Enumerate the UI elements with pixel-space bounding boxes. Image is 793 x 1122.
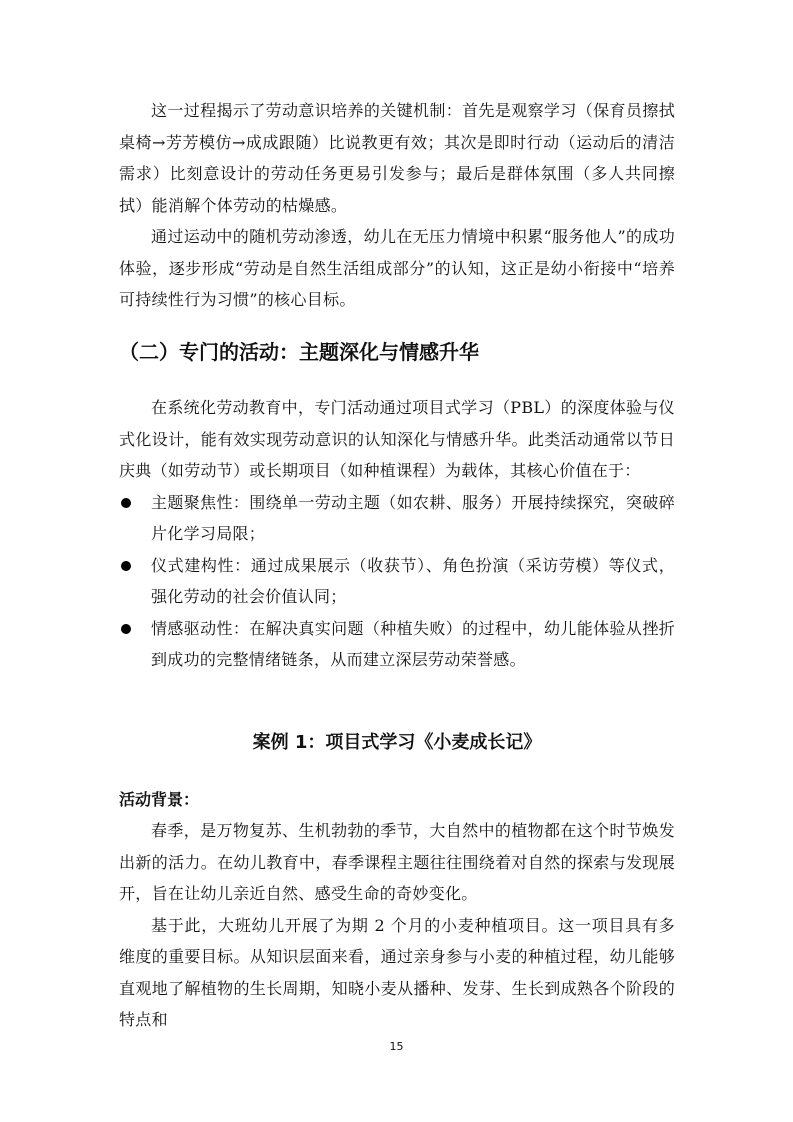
list-item bbox=[119, 550, 675, 613]
bullet-icon bbox=[121, 498, 131, 508]
list-item bbox=[119, 487, 675, 550]
paragraph: 基于此，大班幼儿开展了为期 2 个月的小麦种植项目。这一项目具有多维度的重要目标。从知识层面来看，通过亲身参与小麦的种植过程，幼儿能够直观地了解植物的生长周期，知晓小麦从播种、发芽、生长到成熟各个阶段的特点和 bbox=[119, 915, 675, 1029]
bullet-icon bbox=[121, 561, 131, 571]
intro-text bbox=[119, 392, 675, 676]
paragraph: 在系统化劳动教育中，专门活动通过项目式学习（PBL）的深度体验与仪式化设计，能有效实现劳动意识的认知深化与情感升华。此类活动通常以节日庆典（如劳动节）或长期项目（如种植课程）为载体，其核心价值在于： bbox=[119, 398, 675, 480]
list-item-text: 仪式建构性：通过成果展示（收获节）、角色扮演（采访劳模）等仪式，强化劳动的社会价值认同； bbox=[151, 555, 675, 606]
section-heading: （二）专门的活动：主题深化与情感升华 bbox=[119, 340, 479, 364]
list-item bbox=[119, 613, 675, 676]
paragraph: 通过运动中的随机劳动渗透，幼儿在无压力情境中积累“服务他人”的成功体验，逐步形成“劳动是自然生活组成部分”的认知，这正是幼小衔接中“培养可持续性行为习惯”的核心目标。 bbox=[119, 227, 675, 309]
list-item-text: 情感驱动性：在解决真实问题（种植失败）的过程中，幼儿能体验从挫折到成功的完整情绪链条，从而建立深层劳动荣誉感。 bbox=[151, 618, 675, 669]
body-text-bottom bbox=[119, 815, 675, 1036]
body-text-top bbox=[119, 95, 675, 316]
bullet-icon bbox=[121, 624, 131, 634]
bullet-list bbox=[119, 487, 675, 676]
paragraph: 这一过程揭示了劳动意识培养的关键机制：首先是观察学习（保育员擦拭桌椅→芳芳模仿→成成跟随）比说教更有效；其次是即时行动（运动后的清洁需求）比刻意设计的劳动任务更易引发参与；最后是群体氛围（多人共同擦拭）能消解个体劳动的枯燥感。 bbox=[119, 101, 675, 215]
paragraph: 春季，是万物复苏、生机勃勃的季节，大自然中的植物都在这个时节焕发出新的活力。在幼儿教育中，春季课程主题往往围绕着对自然的探索与发现展开，旨在让幼儿亲近自然、感受生命的奇妙变化。 bbox=[119, 821, 675, 903]
page-number: 15 bbox=[389, 1040, 404, 1053]
case-title: 案例 1：项目式学习《小麦成长记》 bbox=[252, 732, 542, 753]
list-item-text: 主题聚焦性：围绕单一劳动主题（如农耕、服务）开展持续探究，突破碎片化学习局限； bbox=[151, 492, 675, 543]
background-label: 活动背景： bbox=[119, 790, 200, 809]
